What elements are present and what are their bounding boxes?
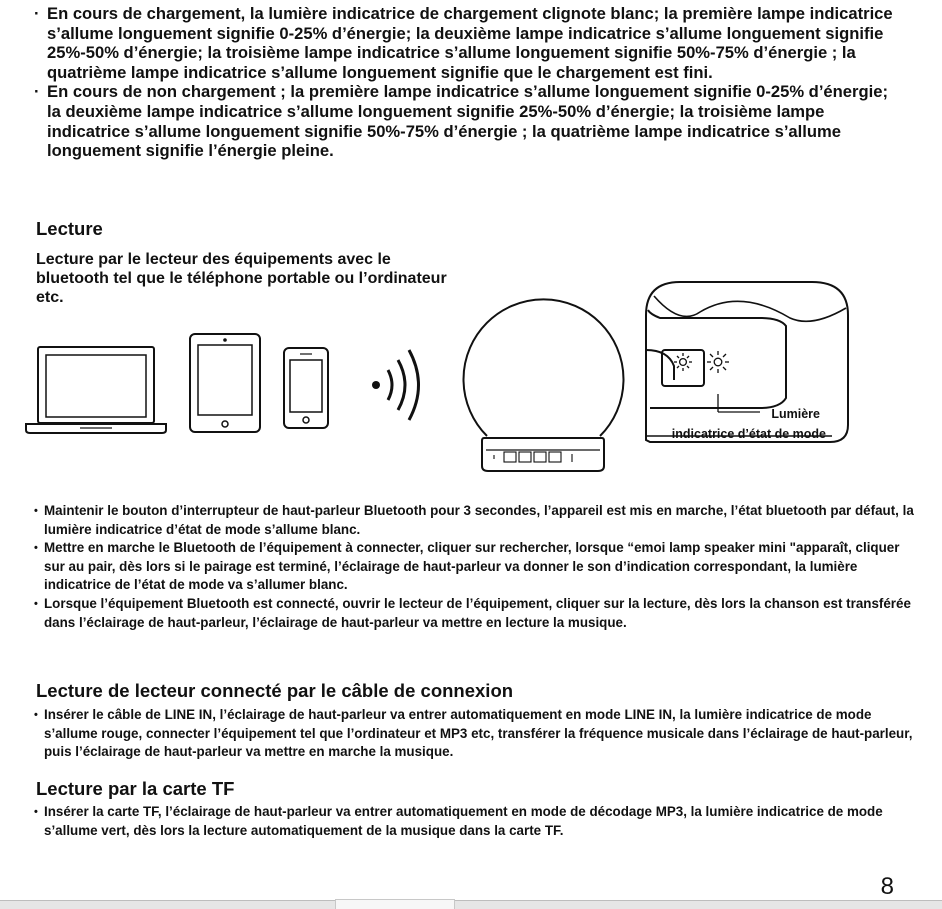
list-item: • Maintenir le bouton d’interrupteur de haut-parleur Bluetooth pour 3 secondes, l’appareil est mis en marche, l’état bluetooth par défaut, la lumière indicatrice d’état de mode s’allume blanc. [34,502,914,539]
list-item: • Lorsque l’équipement Bluetooth est connecté, ouvrir le lecteur de l’équipement, cliquer sur la lecture, dès lors la chanson est transférée dans l’éclairage de haut-parleur, l’éclairage de haut-parleur va mettre en lecture la musique. [34,595,914,632]
tablet-icon [190,334,260,432]
tf-card-list [34,803,914,840]
laptop-icon [26,347,166,433]
list-item: · En cours de chargement, la lumière indicatrice de chargement clignote blanc; la première lampe indicatrice s’allume longuement signifie 0-25% d’énergie; la deuxième lampe indicatrice s’allume longuement signifie 25%-50% d’énergie; la troisième lampe indicatrice s’allume longuement signifie 50%-75% d’énergie ; la quatrième lampe indicatrice s’allume longuement signifie que le chargement est fini. [32,4,902,82]
list-item: · En cours de non chargement ; la première lampe indicatrice s’allume longuement signifie 0-25% d’énergie; la deuxième lampe indicatrice s’allume longuement signifie 25%-50% d’énergie; la troisième lampe indicatrice s’allume longuement signifie 50%-75% d’énergie ; la quatrième lampe indicatrice s’allume longuement signifie l’énergie pleine. [32,82,902,160]
list-item: • Insérer le câble de LINE IN, l’éclairage de haut-parleur va entrer automatiquement en mode LINE IN, la lumière indicatrice de mode s’allume rouge, connecter l’équipement tel que l’ordinateur et MP3 etc, transférer la fréquence musicale dans l’éclairage de haut-parleur, puis l’éclairage de haut-parleur va mettre en marche la musique. [34,706,914,762]
callout-label-line1: Lumière [771,407,820,421]
section-heading-lecture: Lecture [36,218,103,239]
charging-bullets [32,4,902,161]
bluetooth-illustration [0,270,942,480]
lecture-intro: Lecture par le lecteur des équipements avec le bluetooth tel que le téléphone portable ou l’ordinateur etc. [36,251,447,306]
phone-icon [284,348,328,428]
bluetooth-signal-icon [372,350,419,420]
page-number: 8 [880,873,894,900]
list-item: • Mettre en marche le Bluetooth de l’équipement à connecter, cliquer sur rechercher, lorsque “emoi lamp speaker mini "apparaît, cliquer sur au pair, dès lors si le pairage est terminé, l’éclairage de haut-parleur va donner le son d’indication correspondant, la lumière indicatrice de l’état de mode va s’allumer blanc. [34,539,914,595]
list-item: • Insérer la carte TF, l’éclairage de haut-parleur va entrer automatiquement en mode de décodage MP3, la lumière indicatrice de mode s’allume vert, dès lors la lecture automatiquement de la musique dans la carte TF. [34,803,914,840]
sun-icon [674,353,692,371]
mode-light-icon [707,351,729,373]
section-heading-tf-card: Lecture par la carte TF [36,778,235,799]
bluetooth-steps-list [34,502,914,632]
section-heading-line-in: Lecture de lecteur connecté par le câble de connexion [36,680,514,701]
callout-label-line2: indicatrice d’état de mode [671,427,826,441]
speaker-lamp-icon [463,299,623,471]
line-in-list [34,706,914,762]
